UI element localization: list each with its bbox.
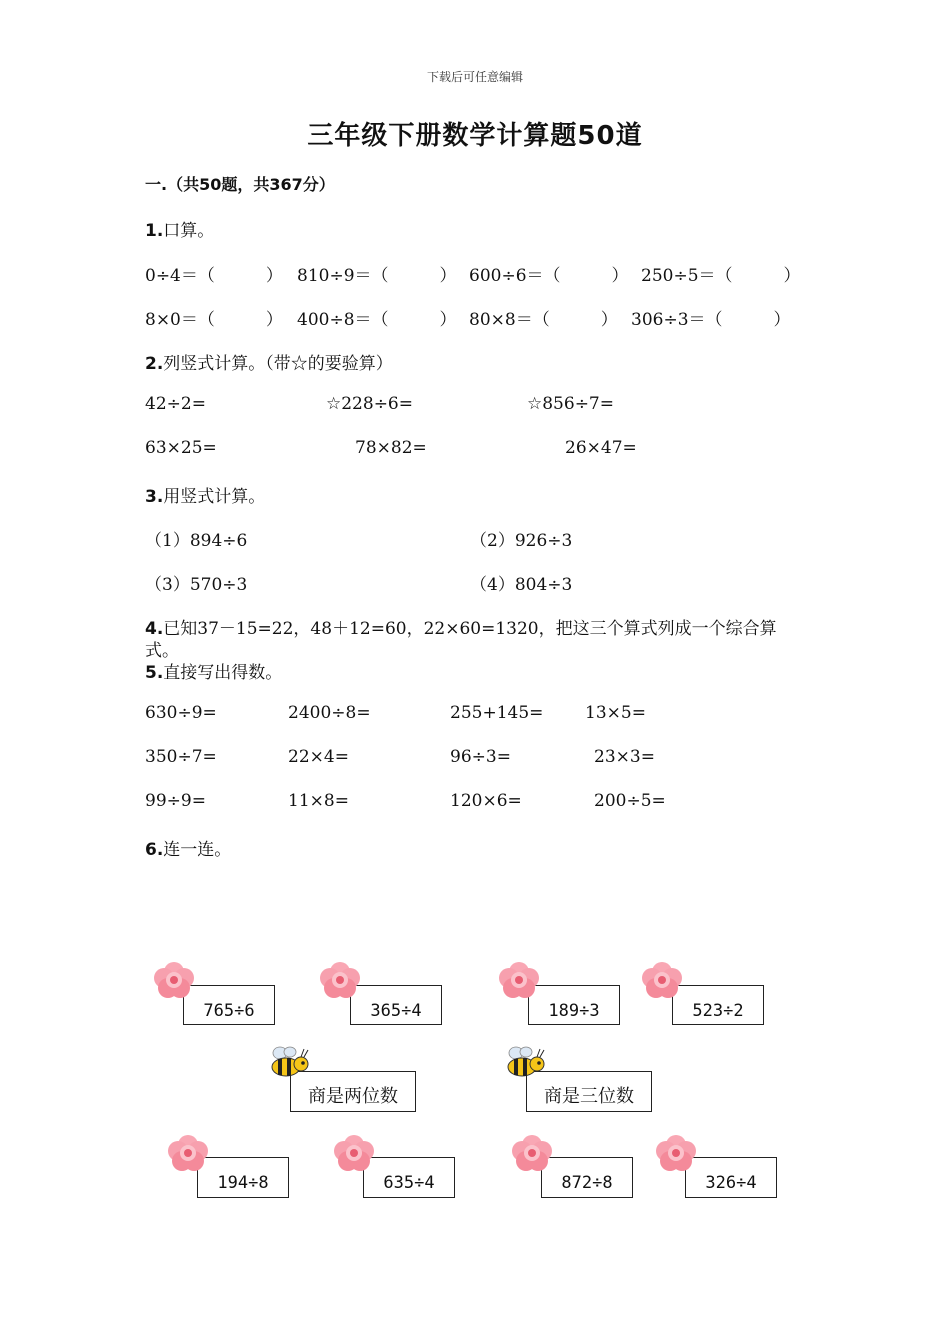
q2-number: 2. [145, 354, 164, 374]
q1-r1-c1: 0÷4＝（ ） [145, 266, 283, 286]
flower-icon [510, 1133, 554, 1173]
bee-icon [268, 1045, 310, 1079]
flower-icon [497, 960, 541, 1000]
q6-number: 6. [145, 840, 164, 860]
q2-r2-c3: 26×47= [565, 438, 637, 458]
q3-number: 3. [145, 487, 164, 507]
header-note: 下载后可任意编辑 [426, 70, 523, 84]
q1-number: 1. [145, 221, 164, 241]
q2-r1-c1: 42÷2= [145, 394, 206, 414]
match-box-top-1[interactable]: 765÷6 [183, 985, 275, 1025]
q3-item-3: （3）570÷3 [145, 575, 248, 595]
q5-r1-c1: 630÷9= [145, 703, 217, 723]
q5-r2-c2: 22×4= [288, 747, 349, 767]
flower-icon [318, 960, 362, 1000]
q1-title: 口算。 [163, 221, 215, 241]
q5-r2-c1: 350÷7= [145, 747, 217, 767]
q6-title: 连一连。 [163, 840, 232, 860]
q5-r1-c3: 255+145= [450, 703, 544, 723]
q5-r3-c2: 11×8= [288, 791, 349, 811]
flower-icon [166, 1133, 210, 1173]
q5-r1-c4: 13×5= [585, 703, 646, 723]
q1-r2-c3: 80×8＝（ ） [469, 310, 618, 330]
q3-item-2: （2）926÷3 [470, 531, 573, 551]
match-box-bottom-3[interactable]: 872÷8 [541, 1157, 633, 1198]
match-box-bottom-1[interactable]: 194÷8 [197, 1157, 289, 1198]
match-box-top-2[interactable]: 365÷4 [350, 985, 442, 1025]
q4-number: 4. [145, 619, 164, 639]
match-box-top-3[interactable]: 189÷3 [528, 985, 620, 1025]
q1-r1-c3: 600÷6＝（ ） [469, 266, 629, 286]
q5-r3-c1: 99÷9= [145, 791, 206, 811]
match-box-bottom-4[interactable]: 326÷4 [685, 1157, 777, 1198]
q2-r2-c1: 63×25= [145, 438, 217, 458]
q1-r2-c4: 306÷3＝（ ） [631, 310, 791, 330]
category-box-two-digit[interactable]: 商是两位数 [290, 1071, 416, 1112]
q1-heading [145, 216, 214, 241]
q5-heading [145, 658, 282, 683]
q1-r1-c2: 810÷9＝（ ） [297, 266, 457, 286]
q1-r1-c4: 250÷5＝（ ） [641, 266, 801, 286]
q4-text-1: 已知37－15=22，48＋12=60，22×60=1320，把这三个算式列成一个综合算 [163, 619, 777, 639]
q5-number: 5. [145, 663, 164, 683]
section-heading: 一.（共50题，共367分） [145, 175, 335, 194]
q5-r3-c4: 200÷5= [594, 791, 666, 811]
page-title: 三年级下册数学计算题50道 [307, 121, 643, 151]
q2-r2-c2: 78×82= [355, 438, 427, 458]
match-box-bottom-2[interactable]: 635÷4 [363, 1157, 455, 1198]
bee-icon [504, 1045, 546, 1079]
q5-r1-c2: 2400÷8= [288, 703, 371, 723]
flower-icon [152, 960, 196, 1000]
flower-icon [332, 1133, 376, 1173]
flower-icon [640, 960, 684, 1000]
flower-icon [654, 1133, 698, 1173]
q3-item-4: （4）804÷3 [470, 575, 573, 595]
q2-heading [145, 349, 393, 374]
q4-text-2: 式。 [145, 641, 179, 661]
q3-item-1: （1）894÷6 [145, 531, 248, 551]
q5-r2-c4: 23×3= [594, 747, 655, 767]
category-box-three-digit[interactable]: 商是三位数 [526, 1071, 652, 1112]
q2-r1-c2: ☆228÷6= [326, 394, 413, 414]
q4-line-1 [145, 614, 777, 639]
q5-r2-c3: 96÷3= [450, 747, 511, 767]
q1-r2-c1: 8×0＝（ ） [145, 310, 283, 330]
q2-title: 列竖式计算。（带☆的要验算） [163, 354, 393, 374]
q2-r1-c3: ☆856÷7= [527, 394, 614, 414]
q3-heading [145, 482, 265, 507]
q5-r3-c3: 120×6= [450, 791, 522, 811]
q5-title: 直接写出得数。 [163, 663, 283, 683]
q6-heading [145, 835, 231, 860]
match-box-top-4[interactable]: 523÷2 [672, 985, 764, 1025]
q3-title: 用竖式计算。 [163, 487, 266, 507]
q1-r2-c2: 400÷8＝（ ） [297, 310, 457, 330]
